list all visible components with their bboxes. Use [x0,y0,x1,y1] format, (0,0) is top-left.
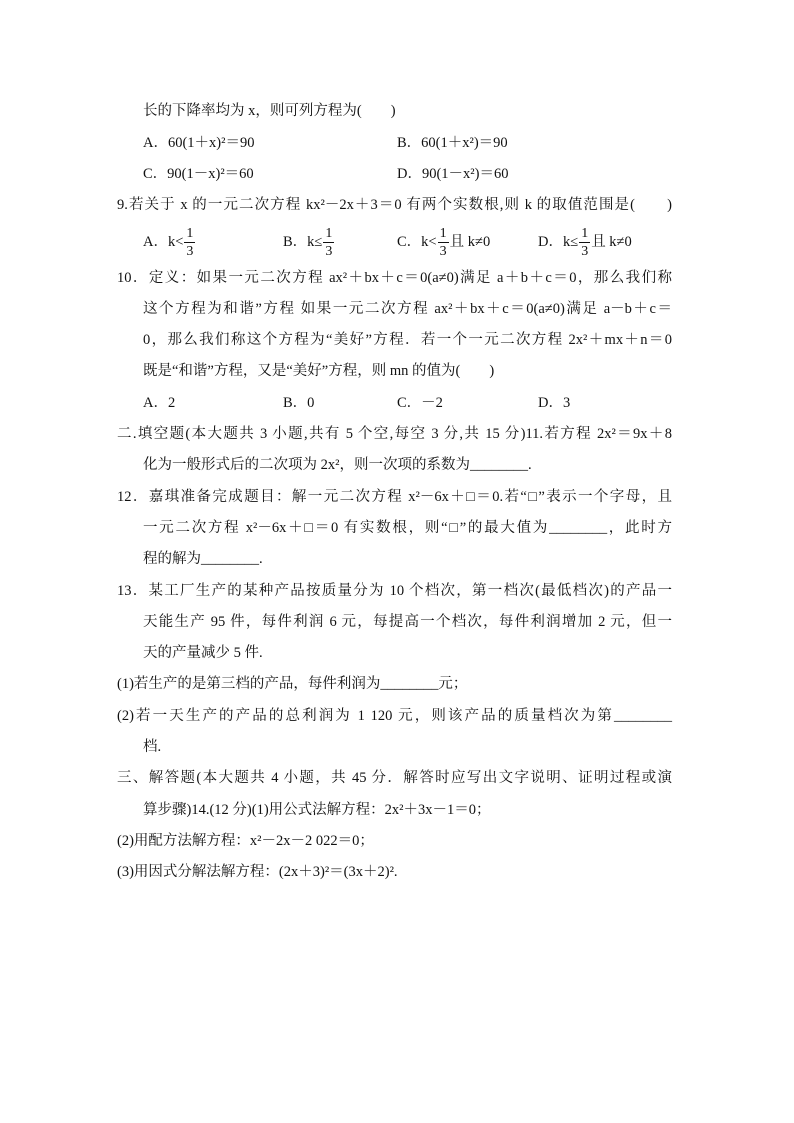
q9-options-row [117,222,672,263]
q10-line-1: 10．定义：如果一元二次方程 ax²＋bx＋c＝0(a≠0)满足 a＋b＋c＝0，那么我们称 [117,269,672,286]
q9-option-c-fraction [438,226,449,259]
q10-option-b: B．0 [283,394,315,411]
q12-line-1: 12．嘉琪准备完成题目：解一元二次方程 x²－6x＋□＝0.若“□”表示一个字母，且 [117,488,672,505]
q9-option-c-tail: 且 k≠0 [449,233,491,250]
q9-option-d [538,222,632,263]
q9-option-b [283,222,335,263]
section2-heading-line: 二.填空题(本大题共 3 小题,共有 5 个空,每空 3 分,共 15 分)11.若方程 2x²＝9x＋8 [117,426,672,443]
q8-option-b: B．60(1＋x²)＝90 [397,134,508,151]
q9-option-a-lead: A．k< [143,233,184,250]
q14-line-2: 算步骤)14.(12 分)(1)用公式法解方程：2x²＋3x－1＝0； [143,801,491,818]
q9-option-b-lead: B．k≤ [283,233,323,250]
fraction-numerator: 1 [186,225,194,241]
q8-option-d: D．90(1－x²)＝60 [397,165,509,182]
section3-heading-line: 三、解答题(本大题共 4 小题，共 45 分．解答时应写出文字说明、证明过程或演 [117,770,672,787]
q9-option-c [397,222,490,263]
q9-option-d-tail: 且 k≠0 [591,233,632,250]
q9-option-a-fraction [184,226,195,259]
q13-sub-2: (2)若一天生产的产品的总利润为 1 120 元，则该产品的质量档次为第________ [117,707,672,724]
fraction-numerator: 1 [439,225,447,241]
fraction-denominator: 3 [325,243,333,259]
q13-line-3: 天的产量减少 5 件. [143,645,263,662]
q11-line-2: 化为一般形式后的二次项为 2x²，则一次项的系数为________. [143,457,532,474]
q10-options-row [117,388,672,419]
q10-option-d: D．3 [538,394,571,411]
q9-option-d-lead: D．k≤ [538,233,579,250]
q9-option-d-fraction [579,226,590,259]
q9-stem-line: 9.若关于 x 的一元二次方程 kx²－2x＋3＝0 有两个实数根,则 k 的取值范围是( ) [117,197,672,214]
fraction-denominator: 3 [581,243,589,259]
q9-option-c-lead: C．k< [397,233,437,250]
q13-sub-2-cont: 档. [143,738,162,755]
q12-line-2: 一元二次方程 x²－6x＋□＝0 有实数根，则“□”的最大值为________，此时方 [143,519,672,536]
q9-option-b-fraction [323,226,334,259]
q10-option-a: A．2 [143,394,176,411]
fraction-numerator: 1 [325,225,333,241]
q9-option-a [143,222,196,263]
q13-line-2: 天能生产 95 件，每件利润 6 元，每提高一个档次，每件利润增加 2 元，但一 [143,613,672,630]
q8-stem-line: 长的下降率均为 x，则可列方程为( ) [143,103,396,120]
q10-line-3: 0，那么我们称这个方程为“美好”方程．若一个一元二次方程 2x²＋mx＋n＝0 [143,332,672,349]
q8-option-c: C．90(1－x)²＝60 [143,165,254,182]
q8-option-a: A．60(1＋x)²＝90 [143,134,255,151]
q8-options-row-2 [117,159,672,190]
fraction-denominator: 3 [186,243,194,259]
q12-line-3: 程的解为________. [143,551,263,568]
q8-options-row-1 [117,128,672,159]
q14-sub-3: (3)用因式分解法解方程：(2x＋3)²＝(3x＋2)². [117,864,398,881]
q13-line-1: 13．某工厂生产的某种产品按质量分为 10 个档次，第一档次(最低档次)的产品一 [117,582,672,599]
fraction-numerator: 1 [581,225,589,241]
exam-page [117,96,672,888]
q10-line-2: 这个方程为和谐”方程 如果一元二次方程 ax²＋bx＋c＝0(a≠0)满足 a－b＋c＝ [143,300,672,317]
q10-option-c: C．－2 [397,394,443,411]
q10-line-4: 既是“和谐”方程，又是“美好”方程，则 mn 的值为( ) [143,363,495,380]
q14-sub-2: (2)用配方法解方程：x²－2x－2 022＝0； [117,832,374,849]
fraction-denominator: 3 [439,243,447,259]
q13-sub-1: (1)若生产的是第三档的产品，每件利润为________元； [117,676,468,693]
